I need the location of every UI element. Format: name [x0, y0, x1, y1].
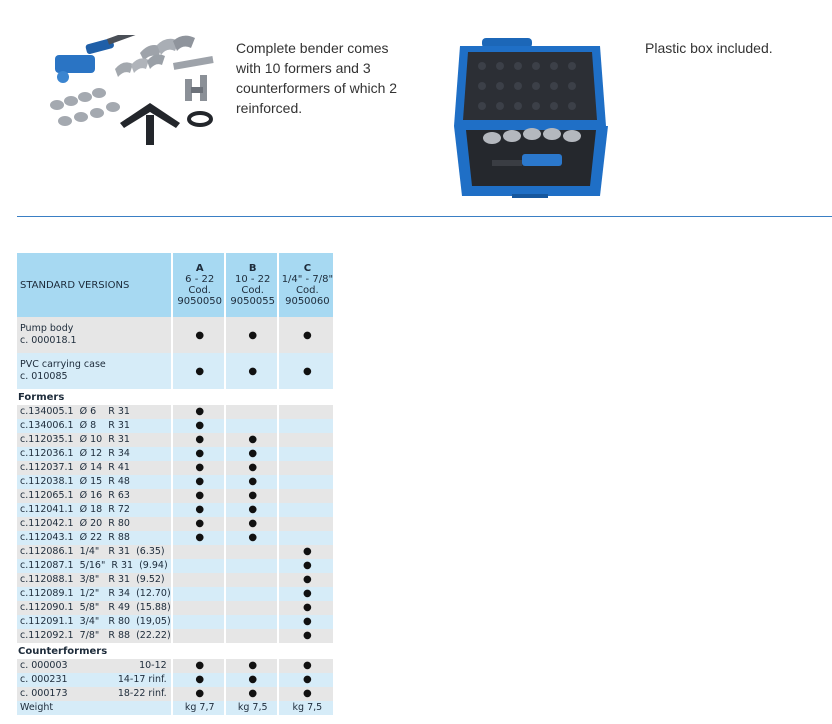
former-label: c.112038.1 Ø 15 R 48 [17, 475, 172, 489]
former-row [17, 419, 333, 433]
presence-dot: ● [278, 659, 333, 673]
presence-cell [225, 545, 278, 559]
presence-dot: ● [172, 673, 225, 687]
presence-cell: ● [172, 489, 225, 503]
former-row [17, 503, 333, 517]
former-row [17, 545, 333, 559]
former-row [17, 601, 333, 615]
counterformer-size: 14-17 rinf. [117, 674, 167, 685]
presence-cell: ● [278, 559, 333, 573]
counterformer-label-wrap [20, 687, 171, 701]
former-label: c.112086.1 1/4" R 31 (6.35) [17, 545, 172, 559]
presence-cell: ● [278, 545, 333, 559]
former-label: c.112036.1 Ø 12 R 34 [17, 447, 172, 461]
presence-cell [225, 615, 278, 629]
presence-dot: ● [278, 353, 333, 389]
former-row [17, 447, 333, 461]
table-header-row [17, 253, 333, 317]
former-row [17, 405, 333, 419]
bender-description: Complete bender comes with 10 formers and 3 counterformers of which 2 reinforced. [236, 40, 398, 116]
presence-cell [225, 629, 278, 643]
former-row [17, 433, 333, 447]
presence-cell [225, 587, 278, 601]
former-label: c.112065.1 Ø 16 R 63 [17, 489, 172, 503]
presence-cell: ● [225, 461, 278, 475]
former-label: c.112037.1 Ø 14 R 41 [17, 461, 172, 475]
presence-cell [225, 573, 278, 587]
presence-cell: ● [172, 405, 225, 419]
presence-cell [278, 489, 333, 503]
counterformer-row [17, 687, 333, 701]
former-label: c.112089.1 1/2" R 34 (12.70) [17, 587, 172, 601]
presence-dot: ● [278, 673, 333, 687]
former-label: c.112092.1 7/8" R 88 (22.22) [17, 629, 172, 643]
former-label: c.112043.1 Ø 22 R 88 [17, 531, 172, 545]
former-row [17, 573, 333, 587]
presence-dot: ● [172, 687, 225, 701]
presence-cell [225, 405, 278, 419]
counterformers-body [17, 659, 333, 701]
accessory-label: Pump body c. 000018.1 [17, 317, 172, 353]
presence-cell [278, 433, 333, 447]
counterformer-code: c. 000003 [20, 660, 68, 671]
presence-cell: ● [225, 489, 278, 503]
former-row [17, 587, 333, 601]
presence-cell: ● [225, 517, 278, 531]
weight-value: kg 7,5 [278, 701, 333, 715]
accessory-label: PVC carrying case c. 010085 [17, 353, 172, 389]
presence-cell [278, 503, 333, 517]
former-row [17, 559, 333, 573]
counterformer-row [17, 673, 333, 687]
former-label: c.134005.1 Ø 6 R 31 [17, 405, 172, 419]
bender-kit-photo [45, 35, 225, 160]
counterformer-label [17, 673, 172, 687]
weight-label: Weight [17, 701, 172, 715]
presence-cell [172, 615, 225, 629]
presence-cell: ● [278, 629, 333, 643]
presence-dot: ● [278, 687, 333, 701]
former-label: c.112042.1 Ø 20 R 80 [17, 517, 172, 531]
presence-cell [278, 475, 333, 489]
presence-cell: ● [278, 587, 333, 601]
weight-value: kg 7,7 [172, 701, 225, 715]
presence-cell: ● [172, 433, 225, 447]
presence-cell: ● [225, 475, 278, 489]
presence-cell [225, 559, 278, 573]
accessory-row-pump [17, 317, 333, 353]
version-a-header: A 6 - 22 Cod. 9050050 [172, 253, 225, 317]
formers-heading-row [17, 389, 333, 405]
presence-cell [278, 419, 333, 433]
presence-cell: ● [225, 503, 278, 517]
presence-dot: ● [225, 687, 278, 701]
presence-cell [278, 447, 333, 461]
presence-cell [225, 419, 278, 433]
former-label: c.112087.1 5/16" R 31 (9.94) [17, 559, 172, 573]
former-label: c.112088.1 3/8" R 31 (9.52) [17, 573, 172, 587]
former-row [17, 489, 333, 503]
counterformers-heading-row [17, 643, 333, 659]
counterformer-code: c. 000231 [20, 674, 68, 685]
presence-cell: ● [278, 601, 333, 615]
presence-cell [278, 517, 333, 531]
presence-dot: ● [225, 317, 278, 353]
presence-dot: ● [278, 317, 333, 353]
presence-cell [278, 405, 333, 419]
presence-cell [172, 601, 225, 615]
former-label: c.112090.1 5/8" R 49 (15.88) [17, 601, 172, 615]
presence-cell [225, 601, 278, 615]
version-c-header: C 1/4" - 7/8" Cod. 9050060 [278, 253, 333, 317]
case-description: Plastic box included. [645, 40, 773, 56]
carrying-case-photo [452, 36, 610, 198]
counterformer-label [17, 659, 172, 673]
presence-cell: ● [278, 573, 333, 587]
presence-cell: ● [172, 475, 225, 489]
standard-versions-table [17, 253, 333, 715]
former-row [17, 461, 333, 475]
counterformer-label-wrap [20, 659, 171, 673]
presence-cell: ● [172, 517, 225, 531]
accessory-row-case [17, 353, 333, 389]
formers-body [17, 405, 333, 643]
former-row [17, 517, 333, 531]
version-b-header: B 10 - 22 Cod. 9050055 [225, 253, 278, 317]
presence-cell [172, 587, 225, 601]
presence-cell: ● [278, 615, 333, 629]
presence-dot: ● [172, 317, 225, 353]
presence-cell: ● [172, 447, 225, 461]
presence-cell: ● [172, 461, 225, 475]
former-row [17, 475, 333, 489]
counterformer-size: 18-22 rinf. [117, 688, 167, 699]
presence-cell [172, 559, 225, 573]
presence-dot: ● [225, 353, 278, 389]
former-label: c.134006.1 Ø 8 R 31 [17, 419, 172, 433]
counterformer-label-wrap [20, 673, 171, 687]
counterformers-heading: Counterformers [17, 643, 333, 659]
weight-value: kg 7,5 [225, 701, 278, 715]
former-label: c.112091.1 3/4" R 80 (19,05) [17, 615, 172, 629]
presence-cell: ● [172, 531, 225, 545]
presence-dot: ● [225, 659, 278, 673]
former-label: c.112035.1 Ø 10 R 31 [17, 433, 172, 447]
standard-versions-label: STANDARD VERSIONS [17, 253, 172, 317]
counterformer-row [17, 659, 333, 673]
counterformer-label [17, 687, 172, 701]
presence-cell [278, 531, 333, 545]
presence-cell [172, 545, 225, 559]
former-label: c.112041.1 Ø 18 R 72 [17, 503, 172, 517]
presence-cell [172, 629, 225, 643]
presence-dot: ● [172, 659, 225, 673]
counterformer-code: c. 000173 [20, 688, 68, 699]
presence-cell [278, 461, 333, 475]
section-divider [17, 216, 832, 217]
presence-dot: ● [172, 353, 225, 389]
weight-row [17, 701, 333, 715]
former-row [17, 531, 333, 545]
formers-heading: Formers [17, 389, 333, 405]
presence-cell: ● [225, 531, 278, 545]
presence-cell: ● [225, 447, 278, 461]
former-row [17, 629, 333, 643]
presence-cell: ● [172, 419, 225, 433]
presence-cell: ● [172, 503, 225, 517]
presence-cell [172, 573, 225, 587]
presence-cell: ● [225, 433, 278, 447]
presence-dot: ● [225, 673, 278, 687]
counterformer-size: 10-12 [139, 660, 167, 671]
former-row [17, 615, 333, 629]
